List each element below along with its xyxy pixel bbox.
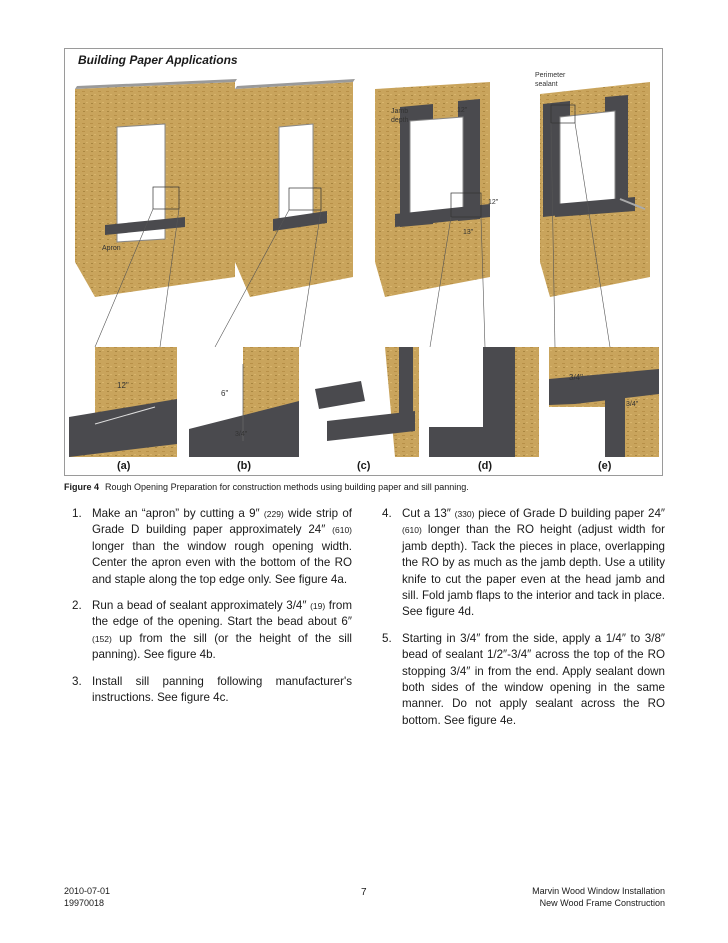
label-detail-a-dim: 12" — [117, 381, 129, 390]
caption-label: Figure 4 — [64, 482, 100, 492]
detail-a — [69, 347, 177, 457]
detail-c — [309, 347, 419, 457]
panel-label-c: (c) — [357, 460, 371, 472]
label-apron: Apron — [102, 245, 121, 252]
footer-title-1: Marvin Wood Window Installation — [532, 886, 665, 896]
footer-date: 2010-07-01 — [64, 886, 111, 896]
step-text: Run a bead of sealant approximately 3/4″ — [92, 599, 311, 613]
step-metric: (229) — [263, 509, 284, 519]
step-number: 1. — [72, 507, 82, 520]
label-perimeter-sealant: Perimeter sealant — [535, 72, 566, 88]
step-number: 5. — [382, 631, 392, 645]
label-detail-e-dim2: 3/4" — [626, 401, 639, 408]
step-text: from the edge of the opening. Start the bead about 6″ — [92, 599, 352, 629]
figure-caption — [64, 482, 469, 492]
footer-left — [64, 885, 110, 909]
panel-label-a: (a) — [117, 460, 131, 472]
label-detail-b-small: 3/4" — [235, 431, 248, 438]
footer-right — [532, 885, 665, 909]
footer-title-2: New Wood Frame Construction — [539, 898, 665, 908]
step-metric: (610) — [332, 525, 352, 536]
step-number: 2. — [72, 599, 82, 613]
step-text: Install sill panning following manufacturer's instructions. See figure 4c. — [92, 674, 352, 705]
step-metric: (152) — [92, 633, 112, 644]
step-metric: (610) — [402, 525, 422, 536]
label-detail-b-dim: 6" — [221, 389, 229, 398]
step-text: piece of Grade D building paper 24″ — [474, 507, 665, 520]
step-item — [382, 631, 665, 729]
step-number: 3. — [72, 674, 82, 688]
caption-text: Rough Opening Preparation for construction methods using building paper and sill panning. — [105, 482, 469, 492]
step-text: Starting in 3/4″ from the side, apply a 1/4″ to 3/8″ bead of sealant 1/2″-3/4″ across the top of the RO stopping 3/4″ in from the end. Apply sealant down both sides of the window opening in the same manner. Do not apply sealant across the RO bottom. See figure 4e. — [402, 631, 665, 727]
step-item — [72, 598, 352, 664]
figure-illustration — [65, 49, 664, 477]
steps-left-column — [72, 506, 352, 716]
label-12-top: 12" — [457, 107, 468, 114]
detail-d — [429, 347, 539, 457]
detail-b — [189, 347, 299, 457]
figure-4 — [64, 48, 663, 476]
figure-title: Building Paper Applications — [78, 53, 238, 67]
step-number: 4. — [382, 507, 392, 520]
panel-label-d: (d) — [478, 460, 493, 472]
steps-right-column — [382, 506, 665, 739]
step-item — [72, 506, 352, 588]
wall-e — [540, 82, 650, 297]
step-text: up from the sill (or the height of the sill panning). See figure 4b. — [92, 631, 352, 662]
page-number: 7 — [361, 887, 367, 898]
label-13: 13" — [463, 229, 474, 236]
detail-e — [549, 347, 659, 457]
step-text: wide strip of Grade D building paper approximately 24″ — [92, 507, 352, 537]
wall-b — [235, 79, 355, 297]
step-text: longer than the window rough opening width. Center the apron even with the bottom of the RO and staple along the top edge only. See figure 4a. — [92, 539, 352, 586]
step-metric: (19) — [310, 601, 326, 612]
step-item — [382, 506, 665, 621]
panel-label-e: (e) — [598, 460, 612, 472]
label-jamb-depth: Jamb depth — [391, 108, 409, 124]
footer-doc-number: 19970018 — [64, 898, 105, 908]
panel-label-b: (b) — [237, 460, 252, 472]
label-detail-e-dim1: 3/4" — [569, 373, 583, 382]
wall-a — [75, 79, 237, 297]
step-metric: (330) — [454, 509, 475, 519]
step-text: Make an “apron” by cutting a 9″ — [92, 507, 264, 520]
label-12-side: 12" — [488, 199, 499, 206]
step-item — [72, 674, 352, 707]
step-text: Cut a 13″ — [402, 507, 455, 520]
step-text: longer than the RO height (adjust width for jamb depth). Tack the pieces in place, overlapping the RO by as much as the jamb depth. Use a utility knife to cut the paper even at the head jamb and sill. Fold jamb flaps to the interior and tack in place. See figure 4d. — [402, 523, 665, 619]
